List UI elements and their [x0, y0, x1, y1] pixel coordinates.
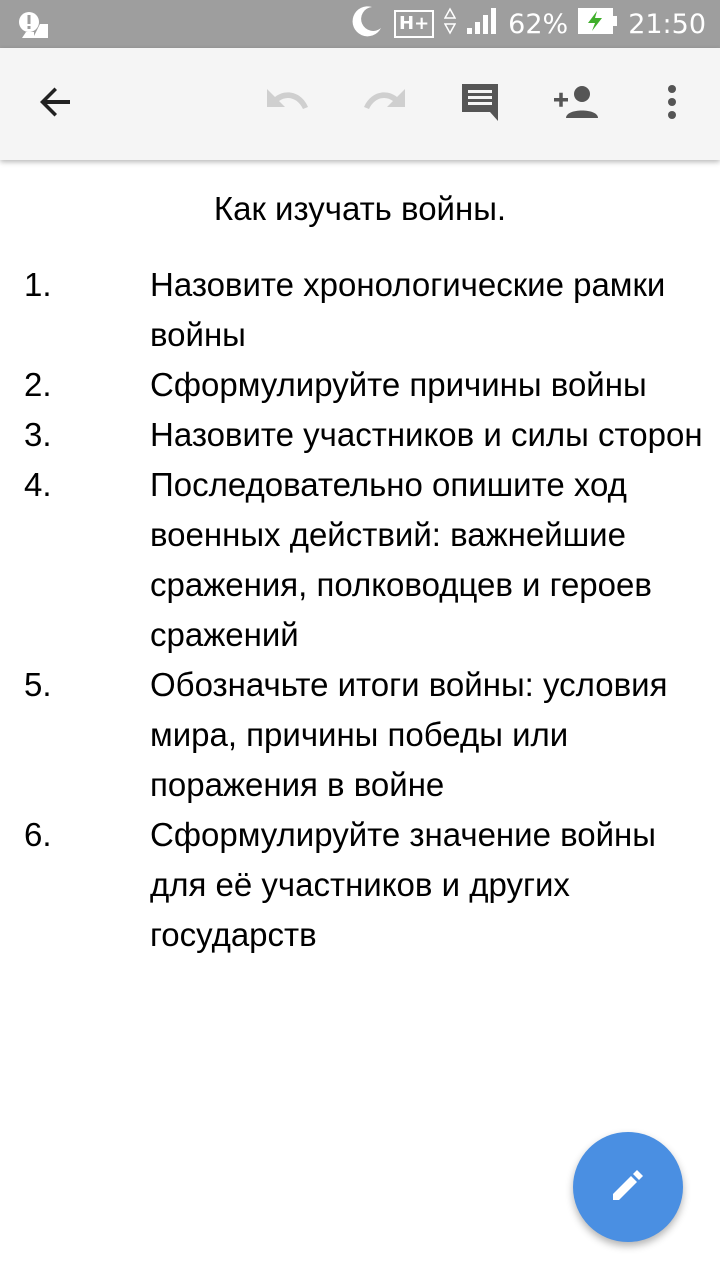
list-item-text: Обозначьте итоги войны: условия мира, причины победы или поражения в войне	[150, 666, 668, 803]
document-body[interactable]	[0, 160, 720, 1280]
numbered-list	[0, 260, 720, 960]
list-item	[0, 660, 720, 810]
signal-icon	[466, 6, 498, 43]
list-item	[0, 410, 720, 460]
edit-fab-button[interactable]	[573, 1132, 683, 1242]
list-item-text: Последовательно опишите ход военных действий: важнейшие сражения, полководцев и героев сражений	[150, 466, 652, 653]
list-item-number: 4.	[24, 466, 52, 503]
list-item	[0, 460, 720, 660]
list-item-text: Назовите участников и силы сторон	[150, 416, 703, 453]
list-item-number: 1.	[24, 266, 52, 303]
moon-icon	[350, 4, 384, 45]
list-item-text: Сформулируйте значение войны для её участников и других государств	[150, 816, 656, 953]
battery-percent: 62%	[508, 8, 569, 40]
more-options-button[interactable]	[644, 76, 700, 132]
more-vert-icon	[666, 84, 678, 125]
comment-button[interactable]	[452, 76, 508, 132]
battery-charging-icon	[578, 8, 618, 41]
list-item-text: Сформулируйте причины войны	[150, 366, 647, 403]
status-bar	[0, 0, 720, 48]
notification-icon	[18, 10, 52, 40]
undo-button[interactable]	[259, 76, 315, 132]
redo-button[interactable]	[357, 76, 413, 132]
list-item-number: 3.	[24, 416, 52, 453]
back-button[interactable]	[28, 76, 84, 132]
list-item-number: 5.	[24, 666, 52, 703]
list-item	[0, 810, 720, 960]
back-arrow-icon	[38, 84, 74, 125]
list-item	[0, 260, 720, 360]
undo-icon	[263, 87, 311, 122]
data-arrows-icon	[444, 7, 456, 42]
comment-icon	[459, 81, 501, 128]
app-bar	[0, 48, 720, 160]
add-person-button[interactable]	[548, 76, 604, 132]
list-item-number: 2.	[24, 366, 52, 403]
clock: 21:50	[628, 8, 706, 40]
list-item-text: Назовите хронологические рамки войны	[150, 266, 666, 353]
list-item-number: 6.	[24, 816, 52, 853]
edit-pencil-icon	[608, 1165, 648, 1210]
document-title: Как изучать войны.	[213, 190, 507, 227]
list-item	[0, 360, 720, 410]
network-type-badge: H+	[394, 10, 434, 38]
add-person-icon	[552, 84, 600, 125]
redo-icon	[361, 87, 409, 122]
